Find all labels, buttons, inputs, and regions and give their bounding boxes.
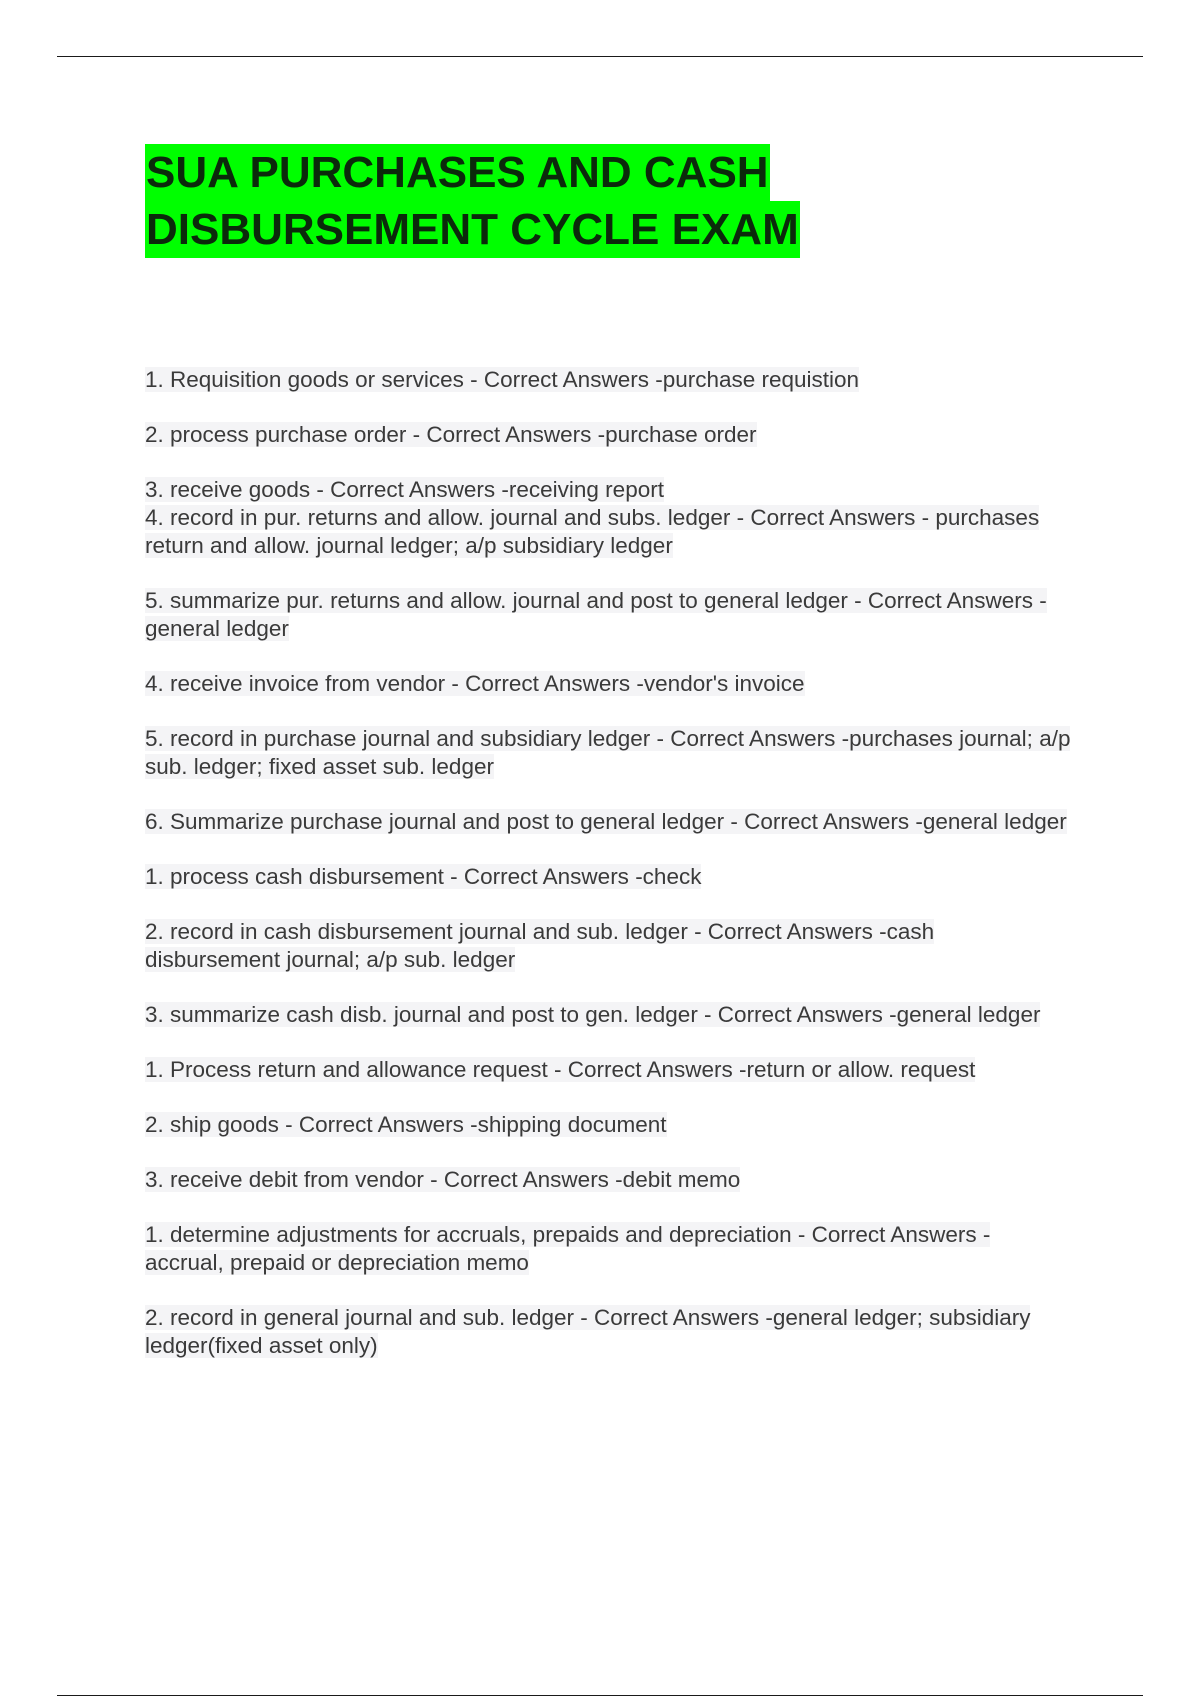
question-answer-list xyxy=(145,366,1075,1360)
list-item xyxy=(145,1221,1075,1277)
list-item-text: 2. record in general journal and sub. ledger - Correct Answers -general ledger; subsidiary ledger(fixed asset only) xyxy=(145,1305,1031,1358)
list-item-text: 5. summarize pur. returns and allow. journal and post to general ledger - Correct Answers -general ledger xyxy=(145,588,1047,641)
top-rule xyxy=(57,56,1143,57)
list-item xyxy=(145,587,1075,643)
list-item-text: 1. determine adjustments for accruals, prepaids and depreciation - Correct Answers - accrual, prepaid or depreciation memo xyxy=(145,1222,991,1275)
list-item-text: 1. process cash disbursement - Correct Answers -check xyxy=(145,864,702,889)
list-item xyxy=(145,670,1075,698)
list-item-text: 3. summarize cash disb. journal and post to gen. ledger - Correct Answers -general ledger xyxy=(145,1002,1041,1027)
list-item-text: 1. Process return and allowance request - Correct Answers -return or allow. request xyxy=(145,1057,976,1082)
bottom-rule xyxy=(57,1695,1143,1696)
list-item xyxy=(145,863,1075,891)
list-item-text: 4. record in pur. returns and allow. journal and subs. ledger - Correct Answers - purchases return and allow. journal ledger; a/p subsidiary ledger xyxy=(145,505,1040,558)
list-item-text: 6. Summarize purchase journal and post to general ledger - Correct Answers -general ledger xyxy=(145,809,1067,834)
list-item xyxy=(145,918,1075,974)
page-title-line-2: DISBURSEMENT CYCLE EXAM xyxy=(145,201,800,258)
list-item xyxy=(145,476,1075,504)
page-title-line-1: SUA PURCHASES AND CASH xyxy=(145,144,770,201)
list-item xyxy=(145,1001,1075,1029)
page-title xyxy=(145,144,800,258)
list-item-text: 1. Requisition goods or services - Correct Answers -purchase requistion xyxy=(145,367,860,392)
list-item-text: 2. ship goods - Correct Answers -shipping document xyxy=(145,1112,667,1137)
list-item-text: 3. receive goods - Correct Answers -receiving report xyxy=(145,477,664,502)
list-item-text: 2. process purchase order - Correct Answers -purchase order xyxy=(145,422,757,447)
list-item xyxy=(145,504,1075,560)
list-item xyxy=(145,366,1075,394)
list-item xyxy=(145,808,1075,836)
list-item xyxy=(145,421,1075,449)
list-item xyxy=(145,1056,1075,1084)
list-item xyxy=(145,1304,1075,1360)
list-item-text: 2. record in cash disbursement journal and sub. ledger - Correct Answers -cash disbursement journal; a/p sub. ledger xyxy=(145,919,935,972)
list-item xyxy=(145,1111,1075,1139)
list-item-text: 3. receive debit from vendor - Correct Answers -debit memo xyxy=(145,1167,741,1192)
list-item xyxy=(145,725,1075,781)
list-item xyxy=(145,1166,1075,1194)
list-item-text: 4. receive invoice from vendor - Correct Answers -vendor's invoice xyxy=(145,671,805,696)
list-item-text: 5. record in purchase journal and subsidiary ledger - Correct Answers -purchases journal; a/p sub. ledger; fixed asset sub. ledger xyxy=(145,726,1071,779)
